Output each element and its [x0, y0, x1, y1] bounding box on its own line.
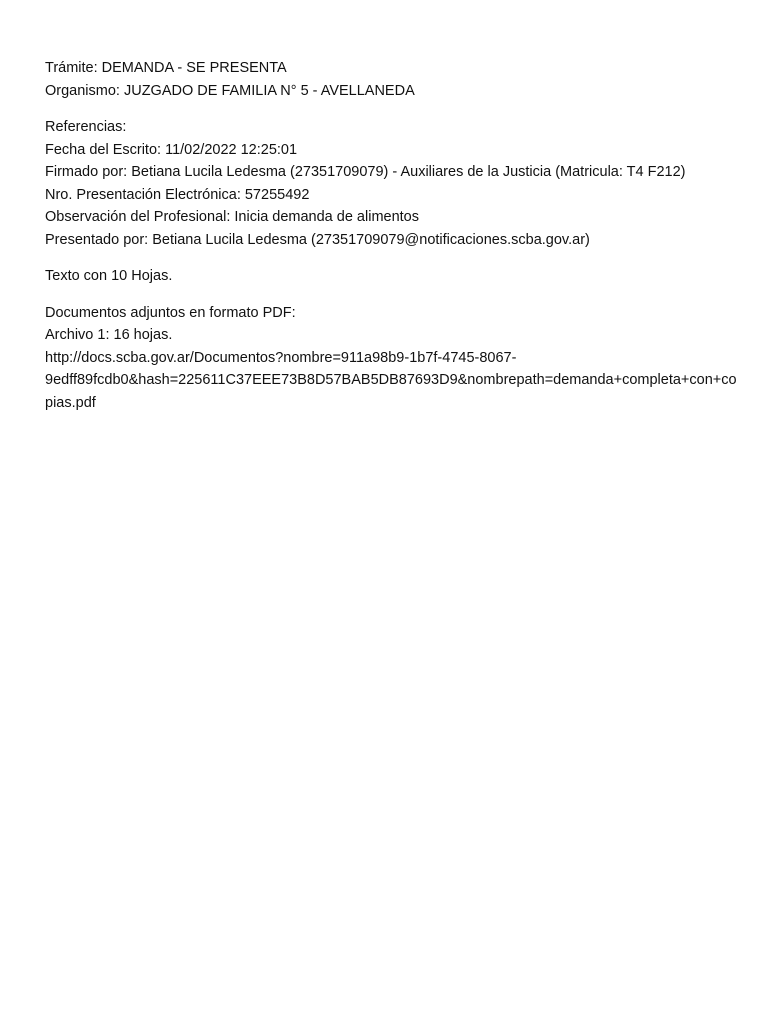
organismo-line: Organismo: JUZGADO DE FAMILIA N° 5 - AVELLANEDA — [45, 82, 415, 99]
spacer — [45, 288, 735, 302]
archivo-url-line-2[interactable]: 9edff89fcdb0&hash=225611C37EEE73B8D57BAB5DB87693D9&nombrepath=demanda+completa+con+co — [45, 372, 737, 388]
spacer — [45, 102, 735, 116]
presentado-por-line: Presentado por: Betiana Lucila Ledesma (27351709079@notificaciones.scba.gov.ar) — [45, 231, 590, 248]
referencias-heading: Referencias: — [45, 119, 127, 135]
firmado-por-line: Firmado por: Betiana Lucila Ledesma (27351709079) - Auxiliares de la Justicia (Matricula: T4 F212) — [45, 164, 686, 180]
observacion-line: Observación del Profesional: Inicia demanda de alimentos — [45, 209, 419, 225]
adjuntos-heading: Documentos adjuntos en formato PDF: — [45, 304, 296, 321]
texto-hojas-line: Texto con 10 Hojas. — [45, 268, 173, 284]
archivo-url-line-3[interactable]: pias.pdf — [45, 394, 96, 411]
archivo-line: Archivo 1: 16 hojas. — [45, 327, 173, 343]
archivo-url-line-1[interactable]: http://docs.scba.gov.ar/Documentos?nombre=911a98b9-1b7f-4745-8067- — [45, 349, 517, 366]
document-body — [45, 57, 735, 414]
nro-presentacion-line: Nro. Presentación Electrónica: 57255492 — [45, 186, 310, 203]
spacer — [45, 251, 735, 265]
fecha-escrito-line: Fecha del Escrito: 11/02/2022 12:25:01 — [45, 141, 298, 158]
tramite-line: Trámite: DEMANDA - SE PRESENTA — [45, 60, 287, 76]
